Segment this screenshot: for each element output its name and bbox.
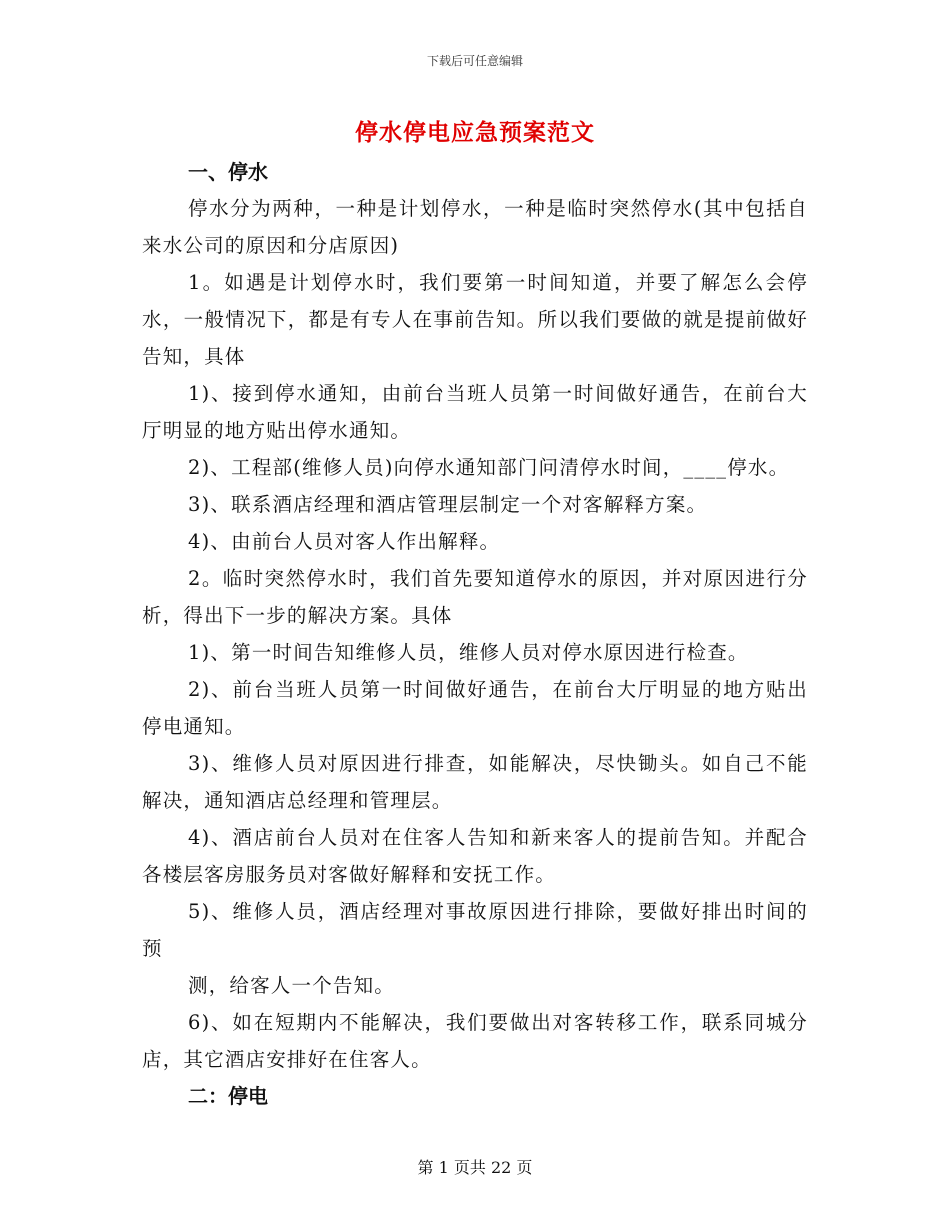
paragraph: 3)、联系酒店经理和酒店管理层制定一个对客解释方案。 bbox=[188, 493, 708, 516]
paragraph: 1)、接到停水通知，由前台当班人员第一时间做好通告，在前台大厅明显的地方贴出停水通知。 bbox=[142, 382, 808, 442]
paragraph: 测，给客人一个告知。 bbox=[188, 974, 396, 997]
paragraph: 2)、前台当班人员第一时间做好通告，在前台大厅明显的地方贴出停电通知。 bbox=[142, 678, 808, 738]
header-note: 下载后可任意编辑 bbox=[426, 54, 523, 68]
paragraph: 1)、第一时间告知维修人员，维修人员对停水原因进行检查。 bbox=[188, 641, 749, 664]
page-number: 第 1 页共 22 页 bbox=[417, 1158, 533, 1177]
paragraph: 5)、维修人员，酒店经理对事故原因进行排除，要做好排出时间的预 bbox=[142, 900, 808, 960]
paragraph: 1。如遇是计划停水时，我们要第一时间知道，并要了解怎么会停水，一般情况下，都是有专人在事前告知。所以我们要做的就是提前做好告知，具体 bbox=[142, 271, 808, 368]
paragraph: 4)、酒店前台人员对在住客人告知和新来客人的提前告知。并配合各楼层客房服务员对客做好解释和安抚工作。 bbox=[142, 826, 808, 886]
paragraph: 2。临时突然停水时，我们首先要知道停水的原因，并对原因进行分析，得出下一步的解决方案。具体 bbox=[142, 567, 808, 627]
section-heading-power: 二：停电 bbox=[188, 1084, 268, 1108]
section-heading-water: 一、停水 bbox=[188, 160, 268, 184]
paragraph: 停水分为两种，一种是计划停水，一种是临时突然停水(其中包括自来水公司的原因和分店原因) bbox=[142, 197, 808, 257]
paragraph: 2)、工程部(维修人员)向停水通知部门问清停水时间，____停水。 bbox=[188, 456, 790, 479]
document-title: 停水停电应急预案范文 bbox=[355, 119, 595, 146]
paragraph: 6)、如在短期内不能解决，我们要做出对客转移工作，联系同城分店，其它酒店安排好在住客人。 bbox=[142, 1011, 808, 1071]
document-body bbox=[142, 154, 808, 1114]
paragraph: 3)、维修人员对原因进行排查，如能解决，尽快锄头。如自己不能解决，通知酒店总经理和管理层。 bbox=[142, 752, 808, 812]
paragraph: 4)、由前台人员对客人作出解释。 bbox=[188, 530, 501, 553]
